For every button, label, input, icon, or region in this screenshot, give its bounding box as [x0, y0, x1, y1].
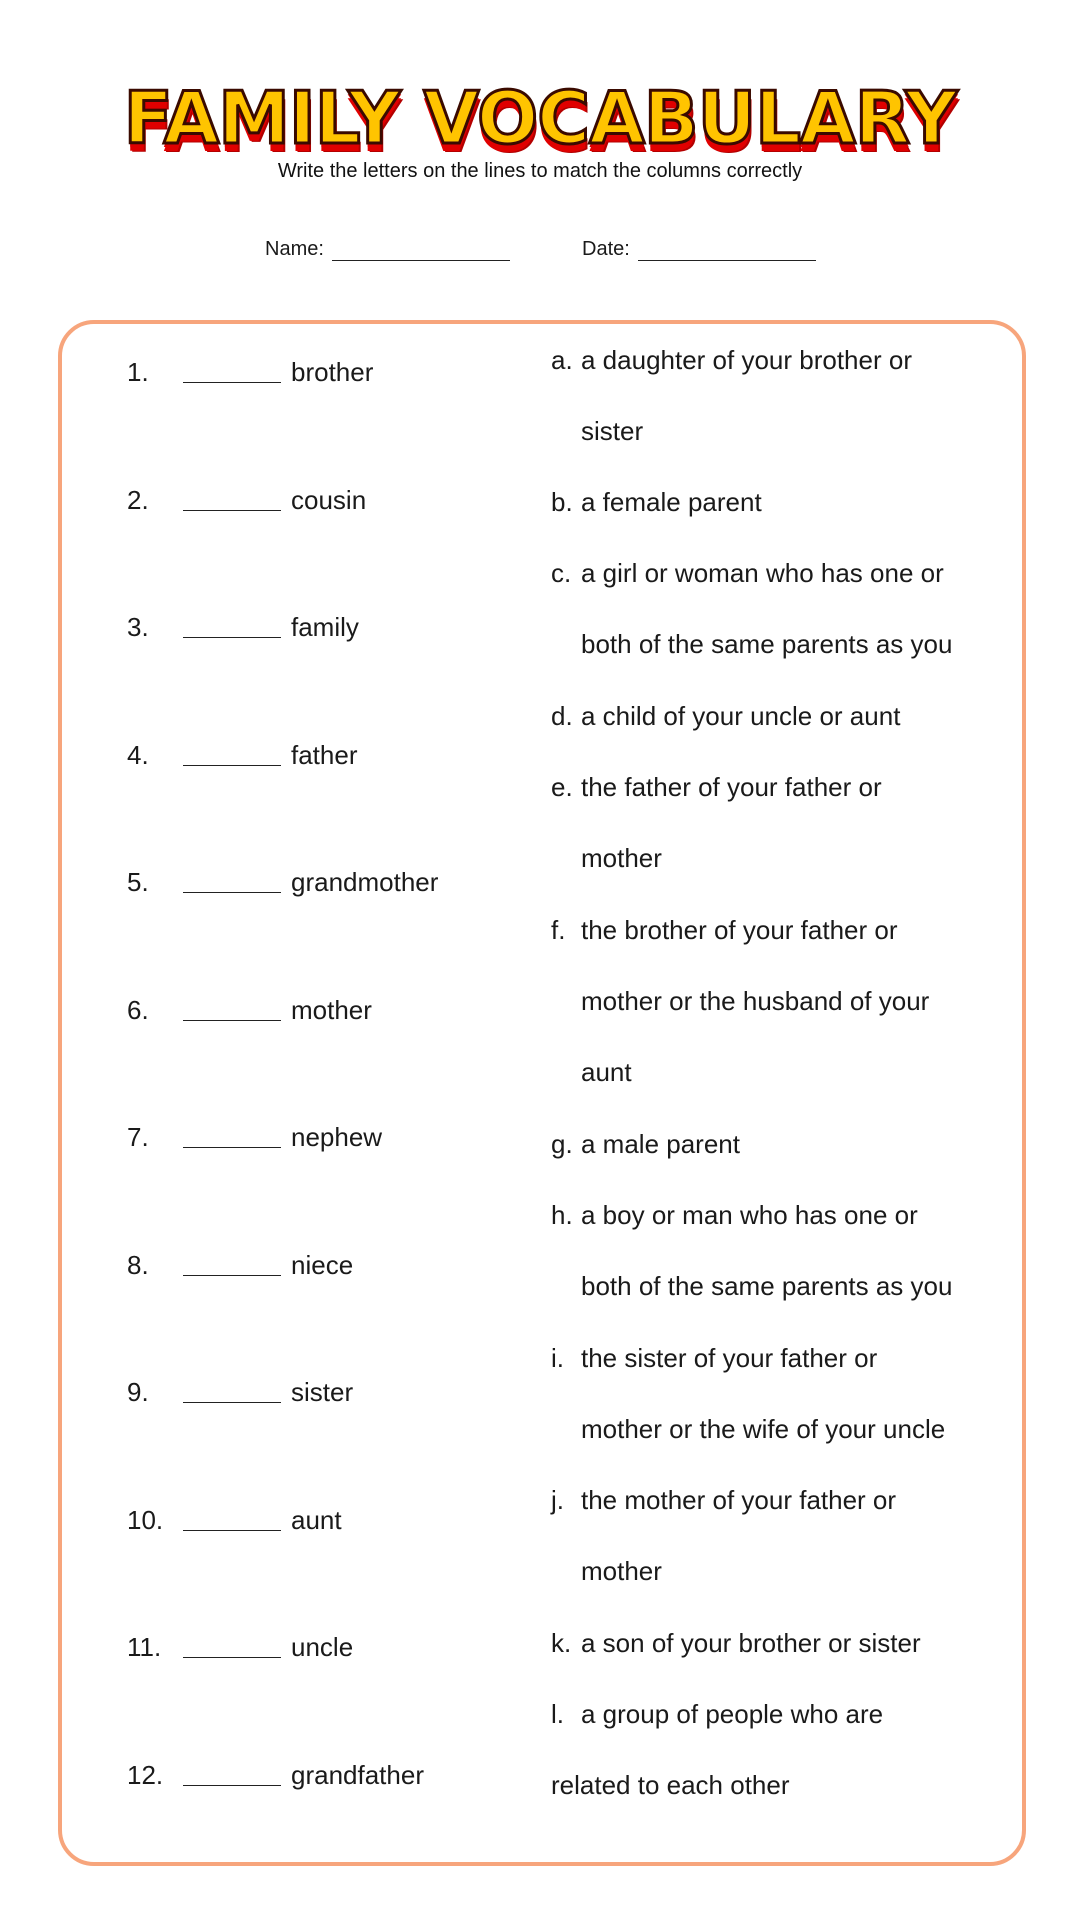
answer-blank[interactable] — [183, 1530, 281, 1531]
definition-text: both of the same parents as you — [581, 629, 953, 659]
definition-letter: g. — [551, 1129, 573, 1159]
answer-blank[interactable] — [183, 1275, 281, 1276]
question-word: mother — [291, 995, 372, 1025]
definition-letter: d. — [551, 701, 573, 731]
question-word: brother — [291, 357, 374, 387]
name-line[interactable] — [332, 242, 510, 261]
definition-letter: b. — [551, 487, 573, 517]
question-word: niece — [291, 1250, 354, 1280]
definition-text: mother — [581, 843, 662, 873]
answer-blank[interactable] — [183, 382, 281, 383]
answer-blank[interactable] — [183, 892, 281, 893]
definition-text: a girl or woman who has one or — [581, 558, 944, 588]
question-word: grandfather — [291, 1760, 424, 1790]
definition-text: the brother of your father or — [581, 915, 898, 945]
definition-letter: k. — [551, 1628, 572, 1658]
question-number: 5. — [127, 867, 149, 897]
question-number: 9. — [127, 1377, 149, 1407]
answer-blank[interactable] — [183, 1147, 281, 1148]
definition-letter: f. — [551, 915, 566, 945]
date-line[interactable] — [638, 242, 816, 261]
question-number: 3. — [127, 612, 149, 642]
question-word: nephew — [291, 1122, 383, 1152]
definition-text: a female parent — [581, 487, 762, 517]
definition-text: a boy or man who has one or — [581, 1200, 918, 1230]
date-field[interactable] — [582, 238, 816, 261]
question-number: 10. — [127, 1505, 164, 1535]
definition-letter: i. — [551, 1343, 564, 1373]
definition-letter: l. — [551, 1699, 564, 1729]
definition-letter: a. — [551, 345, 573, 375]
definition-text: a child of your uncle or aunt — [581, 701, 901, 731]
question-word: sister — [291, 1377, 354, 1407]
worksheet-title: FAMILY VOCABULARY — [123, 76, 957, 160]
definition-letter: e. — [551, 772, 573, 802]
question-word: father — [291, 740, 358, 770]
question-number: 2. — [127, 485, 149, 515]
answer-blank[interactable] — [183, 765, 281, 766]
question-number: 6. — [127, 995, 149, 1025]
answer-blank[interactable] — [183, 510, 281, 511]
definition-text: both of the same parents as you — [581, 1271, 953, 1301]
definition-text: related to each other — [551, 1770, 790, 1800]
definition-text: sister — [581, 416, 644, 446]
instructions: Write the letters on the lines to match the columns correctly — [277, 160, 803, 182]
question-word: grandmother — [291, 867, 439, 897]
definition-text: a son of your brother or sister — [581, 1628, 921, 1658]
date-label: Date: — [582, 238, 630, 260]
answer-blank[interactable] — [183, 1785, 281, 1786]
question-word: aunt — [291, 1505, 342, 1535]
definition-text: the father of your father or — [581, 772, 882, 802]
question-word: uncle — [291, 1632, 354, 1662]
definition-text: a group of people who are — [581, 1699, 884, 1729]
definition-text: a male parent — [581, 1129, 740, 1159]
definition-text: the sister of your father or — [581, 1343, 878, 1373]
question-number: 12. — [127, 1760, 164, 1790]
definition-text: aunt — [581, 1057, 632, 1087]
definition-letter: j. — [551, 1485, 564, 1515]
question-word: family — [291, 612, 359, 642]
definition-text: mother — [581, 1556, 662, 1586]
name-field[interactable] — [265, 238, 510, 261]
question-number: 1. — [127, 357, 149, 387]
question-number: 8. — [127, 1250, 149, 1280]
question-word: cousin — [291, 485, 367, 515]
definition-letter: h. — [551, 1200, 573, 1230]
answer-blank[interactable] — [183, 1657, 281, 1658]
question-number: 11. — [127, 1632, 162, 1662]
answer-blank[interactable] — [183, 1020, 281, 1021]
definition-text: the mother of your father or — [581, 1485, 897, 1515]
definition-text: mother or the husband of your — [581, 986, 930, 1016]
answer-blank[interactable] — [183, 1402, 281, 1403]
question-number: 4. — [127, 740, 149, 770]
definition-text: a daughter of your brother or — [581, 345, 912, 375]
answer-blank[interactable] — [183, 637, 281, 638]
definition-letter: c. — [551, 558, 572, 588]
definition-text: mother or the wife of your uncle — [581, 1414, 946, 1444]
question-number: 7. — [127, 1122, 149, 1152]
name-label: Name: — [265, 238, 324, 260]
